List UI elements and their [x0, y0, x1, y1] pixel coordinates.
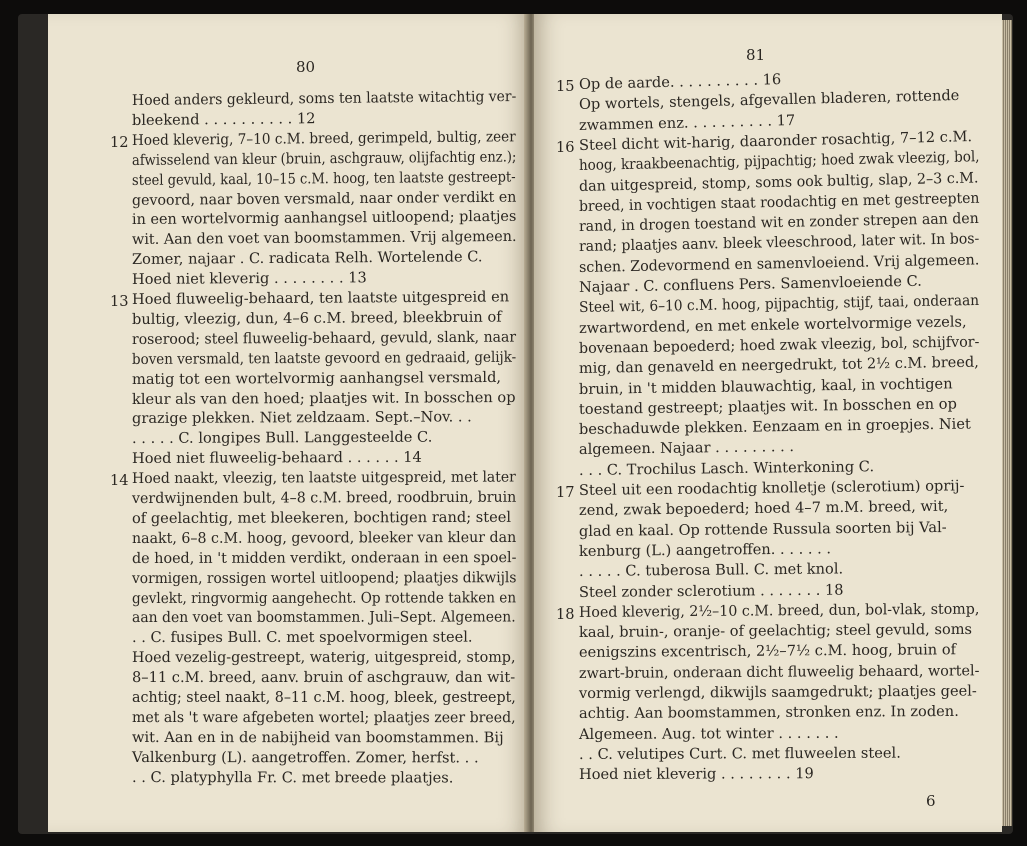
text-line: bultig, vleezig, dun, 4–6 c.M. breed, bleekbruin of [131, 308, 502, 328]
text-line: rand; plaatjes aanv. bleek vleeschrood, later wit. In bos- [578, 230, 980, 256]
text-line: bruin, in 't midden blauwachtig, kaal, in vochtigen [578, 374, 953, 398]
text-line: kaal, bruin-, oranje- of geelachtig; steel gevuld, soms [578, 620, 973, 642]
text-line: kenburg (L.) aangetroffen. . . . . . . [578, 540, 832, 560]
text-line: Steel zonder sclerotium . . . . . . . 18 [578, 581, 844, 601]
text-line: Steel dicht wit-harig, daaronder rosachtig, 7–12 c.M. [578, 128, 973, 154]
text-line: Hoed kleverig, 7–10 c.M. breed, gerimpeld, bultig, zeer [131, 128, 516, 149]
text-line: of geelachtig, met bleekeren, bochtigen rand; steel [131, 508, 512, 527]
text-line: Zomer, najaar . C. radicata Relh. Wortelende C. [131, 248, 483, 269]
text-line: bovenaan bepoederd; hoed zwak vleezig, bol, schijfvor- [578, 333, 980, 357]
text-line: gevlekt, ringvormig aangehecht. Op rottende takken en [131, 588, 517, 607]
text-line: met als 't ware afgebeten wortel; plaatjes zeer breed, [131, 708, 516, 727]
entry-number: 16 [556, 138, 575, 156]
text-line: afwisselend van kleur (bruin, aschgrauw, olijfachtig enz.); [131, 148, 517, 169]
text-line: boven versmald, ten laatste gevoord en gedraaid, gelijk- [131, 348, 517, 368]
text-line: kleur als van den hoed; plaatjes wit. In bosschen op [131, 388, 516, 408]
text-line: verdwijnenden bult, 4–8 c.M. breed, roodbruin, bruin [131, 488, 517, 507]
open-book [18, 14, 1013, 834]
text-line: toestand gestreept; plaatjes wit. In bosschen en op [578, 395, 957, 418]
text-line: Op wortels, stengels, afgevallen bladeren, rottende [578, 87, 960, 114]
text-line: rand, in drogen toestand wit en zonder strepen aan den [578, 210, 979, 236]
entry-number: 12 [110, 133, 129, 151]
text-line: . . C. platyphylla Fr. C. met breede plaatjes. [131, 768, 454, 787]
text-line: dan uitgespreid, stomp, soms ook bultig, slap, 2–3 c.M. [578, 168, 979, 195]
text-line: . . C. fusipes Bull. C. met spoelvormigen steel. [131, 628, 473, 647]
right-page [534, 14, 1002, 832]
text-line: grazige plekken. Niet zeldzaam. Sept.–Nov. . . [131, 408, 472, 428]
entry-number: 14 [110, 472, 129, 490]
text-line: zend, zwak bepoederd; hoed 4–7 m.M. breed, wit, [578, 498, 949, 520]
text-line: glad en kaal. Op rottende Russula soorten bij Val- [578, 518, 947, 540]
text-line: Hoed niet kleverig . . . . . . . . 19 [578, 765, 814, 784]
text-line: beschaduwde plekken. Eenzaam en in groepjes. Niet [578, 415, 971, 439]
text-line: Hoed vezelig-gestreept, waterig, uitgespreid, stomp, [131, 648, 516, 667]
text-line: achtig; steel naakt, 8–11 c.M. hoog, bleek, gestreept, [132, 689, 516, 706]
text-line: achtig. Aan boomstammen, stronken enz. In zoden. [578, 703, 959, 723]
text-line: Hoed niet fluweelig-behaard . . . . . . 14 [131, 448, 422, 468]
text-line: bleekend . . . . . . . . . . 12 [131, 110, 316, 129]
text-line: steel gevuld, kaal, 10–15 c.M. hoog, ten laatste gestreept- [131, 168, 516, 189]
text-line: Hoed naakt, vleezig, ten laatste uitgespreid, met later [131, 468, 516, 488]
page-edges [1002, 20, 1012, 826]
text-line: Steel wit, 6–10 c.M. hoog, pijpachtig, stijf, taai, onderaan [578, 292, 980, 317]
page-number-left: 80 [296, 58, 316, 76]
text-line: algemeen. Najaar . . . . . . . . . [578, 438, 795, 459]
text-line: . . . C. Trochilus Lasch. Winterkoning C. [578, 457, 875, 479]
text-line: aan den voet van boomstammen. Juli–Sept. Algemeen. [131, 608, 516, 627]
text-line: Valkenburg (L). aangetroffen. Zomer, herfst. . . [131, 748, 479, 767]
text-line: eenigszins excentrisch, 2½–7½ c.M. hoog, bruin of [578, 641, 957, 662]
left-page [48, 14, 528, 832]
entry-number: 17 [556, 484, 575, 501]
text-line: in een wortelvormig aanhangsel uitloopend; plaatjes [131, 208, 517, 229]
page-number-right: 81 [746, 46, 766, 64]
entry-number: 15 [556, 78, 575, 95]
signature-mark: 6 [926, 792, 936, 810]
entry-number: 18 [556, 605, 575, 623]
text-line: de hoed, in 't midden verdikt, onderaan in een spoel- [131, 548, 517, 567]
text-line: 8–11 c.M. breed, aanv. bruin of aschgrauw, dan wit- [131, 668, 516, 687]
text-line: Hoed kleverig, 2½–10 c.M. breed, dun, bol-vlak, stomp, [578, 600, 980, 621]
text-line: zwartwordend, en met enkele wortelvormige vezels, [578, 312, 967, 337]
text-line: roserood; steel fluweelig-behaard, gevuld, slank, naar [131, 328, 517, 348]
text-line: hoog, kraakbeenachtig, pijpachtig; hoed zwak vleezig, bol, [578, 148, 980, 175]
text-line: Hoed niet kleverig . . . . . . . . 13 [131, 269, 367, 289]
text-line: schen. Zodevormend en samenvloeiend. Vrij algemeen. [578, 251, 980, 276]
entry-number: 13 [110, 293, 129, 310]
text-line: Najaar . C. confluens Pers. Samenvloeiende C. [578, 272, 923, 296]
text-line: Hoed fluweelig-behaard, ten laatste uitgespreid en [131, 288, 510, 308]
text-line: matig tot een wortelvormig aanhangsel versmald, [131, 368, 502, 388]
text-line: breed, in vochtigen staat roodachtig en met gestreepten [578, 189, 980, 215]
text-line: vormigen, rossigen wortel uitloopend; plaatjes dikwijls [131, 568, 517, 587]
text-line: Steel uit een roodachtig knolletje (sclerotium) oprij- [578, 477, 965, 499]
text-line: Op de aarde. . . . . . . . . . 16 [578, 71, 782, 93]
text-line: Hoed anders gekleurd, soms ten laatste witachtig ver- [131, 87, 517, 109]
text-line: zwammen enz. . . . . . . . . . 17 [578, 111, 796, 134]
text-line: wit. Aan den voet van boomstammen. Vrij algemeen. [131, 228, 517, 249]
text-line: . . . . . C. tuberosa Bull. C. met knol. [578, 560, 844, 581]
text-line: naakt, 6–8 c.M. hoog, gevoord, bleeker van kleur dan [131, 528, 517, 547]
text-line: vormig verlengd, dikwijls saamgedrukt; plaatjes geel- [578, 682, 977, 702]
text-line: Algemeen. Aug. tot winter . . . . . . . [578, 724, 839, 743]
text-line: wit. Aan en in de nabijheid van boomstammen. Bij [131, 728, 504, 747]
text-line: . . . . . C. longipes Bull. Langgesteelde C. [131, 428, 433, 448]
text-line: gevoord, naar boven versmald, naar onder verdikt en [131, 188, 517, 209]
text-line: zwart-bruin, onderaan dicht fluweelig behaard, wortel- [578, 661, 980, 682]
text-line: . . C. velutipes Curt. C. met fluweelen steel. [578, 744, 901, 763]
text-line: mig, dan genaveld en neergedrukt, tot 2½ c.M. breed, [578, 353, 979, 378]
